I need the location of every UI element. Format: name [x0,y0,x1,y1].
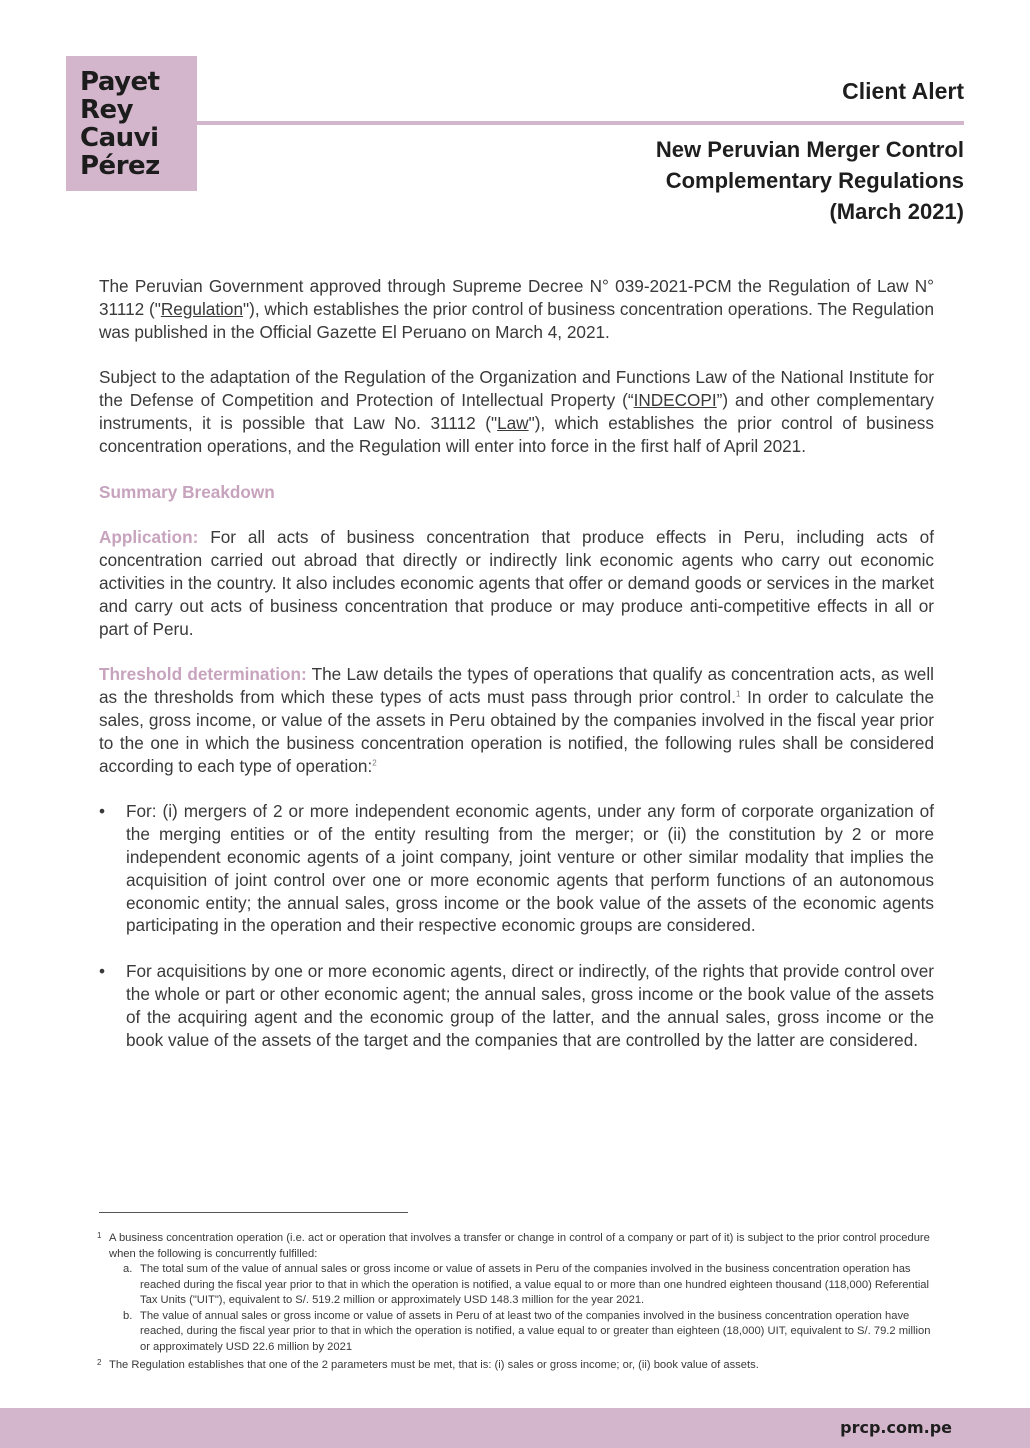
indecopi-term: INDECOPI [633,390,717,411]
website-link[interactable]: prcp.com.pe [840,1418,952,1437]
footnote-text: The Regulation establishes that one of the 2 parameters must be met, that is: (i) sales or gross income; or, (ii) book value of assets. [109,1359,759,1371]
list-item-text: For: (i) mergers of 2 or more independent economic agents, under any form of corporate organization of the merging entities or of the entity resulting from the merger; or (ii) the constitution by 2 or more independent economic agents of a joint company, joint venture or other similar modality that implies the acquisition of joint control over one or more economic agents that perform functions of an autonomous economic entity; the annual sales, gross income or the book value of the assets of the economic agents participating in the operation and their respective economic groups are considered. [126,801,934,936]
footnote-1 [97,1231,935,1355]
footnote-ref[interactable]: 2 [372,757,377,767]
title-line: (March 2021) [829,199,964,224]
application-paragraph [99,526,934,640]
list-item-text: For acquisitions by one or more economic agents, direct or indirectly, of the rights that provide control over the whole or part or other economic agent; the annual sales, gross income or the book value of the assets of the acquiring agent and the economic group of the latter, and the annual sales, gross income or the book value of the assets of the target and the companies that are controlled by the latter are considered. [126,961,934,1050]
title-line: Complementary Regulations [665,168,964,193]
logo-line: Pérez [80,151,160,181]
paragraph-text: ”) and other complementary instruments, it is possible that Law No. 31112 (" [99,390,934,433]
subitem-text: The total sum of the value of annual sales or gross income or value of assets in Peru of the companies involved in the business concentration operation has reached during the fiscal year prior to that in which the operation is notified, a value equal to or more than one hundred eighteen thousand (118,000) Referential Tax Units ("UIT"), equivalent to S/. 519.2 million or approximately USD 148.3 million for the year 2021. [140,1263,930,1306]
threshold-paragraph [99,663,934,777]
list-item [99,960,934,1051]
logo-line: Cauvi [80,123,159,153]
document-title [504,134,964,227]
footnote-2 [97,1358,935,1374]
footnote-number: 2 [97,1358,102,1367]
paragraph-text: "), which establishes the prior control of business concentration operations, and the Regulation will enter into force in the first half of April 2021. [99,412,934,456]
threshold-label: Threshold determination: [99,664,307,685]
footnote-ref[interactable]: 1 [736,689,741,699]
rules-list [99,800,934,1051]
summary-heading: Summary Breakdown [99,481,275,502]
law-term: Law [497,412,529,433]
subitem-marker: a. [123,1263,133,1275]
paragraph-text: "), which establishes the prior control of business concentration operations. The Regulation was published in the Official Gazette El Peruano on March 4, 2021. [99,298,934,342]
logo-line: Payet [80,67,160,97]
document-body [99,275,934,1074]
title-line: New Peruvian Merger Control [655,137,964,162]
footnote-text: A business concentration operation (i.e. act or operation that involves a transfer or change in control of a company or part of it) is subject to the prior control procedure when the following is concurrently fulfilled: [109,1232,930,1260]
bullet-icon: • [99,801,106,822]
subitem-marker: b. [123,1309,133,1322]
intro-paragraph [99,275,934,343]
paragraph-text: For all acts of business concentration that produce effects in Peru, including acts of concentration carried out abroad that directly or indirectly link economic agents who carry out economic activities in the country. It also includes economic agents that offer or demand goods or services in the market and carry out acts of business concentration that produce or may produce anti-competitive effects in all or part of Peru. [99,527,934,639]
footnotes [97,1231,935,1377]
list-item [99,800,934,937]
regulation-term: Regulation [160,298,244,319]
logo-line: Rey [80,95,134,125]
footnote-subitem [109,1309,935,1356]
paragraph-text: The Law details the types of operations that qualify as concentration acts, as well as the thresholds from which these types of acts must pass through prior control. [99,664,934,708]
bullet-icon: • [99,961,106,982]
footnote-divider [99,1212,408,1213]
entry-into-force-paragraph [99,366,934,457]
client-alert-label: Client Alert [842,78,964,104]
footnote-number: 1 [97,1231,102,1240]
company-logo [66,56,197,191]
application-label: Application: [99,527,199,548]
subitem-text: The value of annual sales or gross income or value of assets in Peru of at least two of the companies involved in the business concentration operation have reached, during the fiscal year prior to that in which the operation is notified, a value equal to or greater than eighteen (18,000) UIT, equivalent to S/. 79.2 million or approximately USD 22.6 million by 2021 [140,1309,931,1353]
header-divider [197,121,964,125]
paragraph-text: Subject to the adaptation of the Regulation of the Organization and Functions Law of the National Institute for the Defense of Competition and Protection of Intellectual Property (“ [99,367,934,411]
paragraph-text: In order to calculate the sales, gross income, or value of the assets in Peru obtained by the companies involved in the fiscal year prior to the one in which the business concentration operation is notified, the following rules shall be considered according to each type of operation: [99,687,934,776]
paragraph-text: The Peruvian Government approved through Supreme Decree N° 039-2021-PCM the Regulation of Law N° 31112 (" [99,276,934,319]
footnote-subitem [109,1262,935,1309]
